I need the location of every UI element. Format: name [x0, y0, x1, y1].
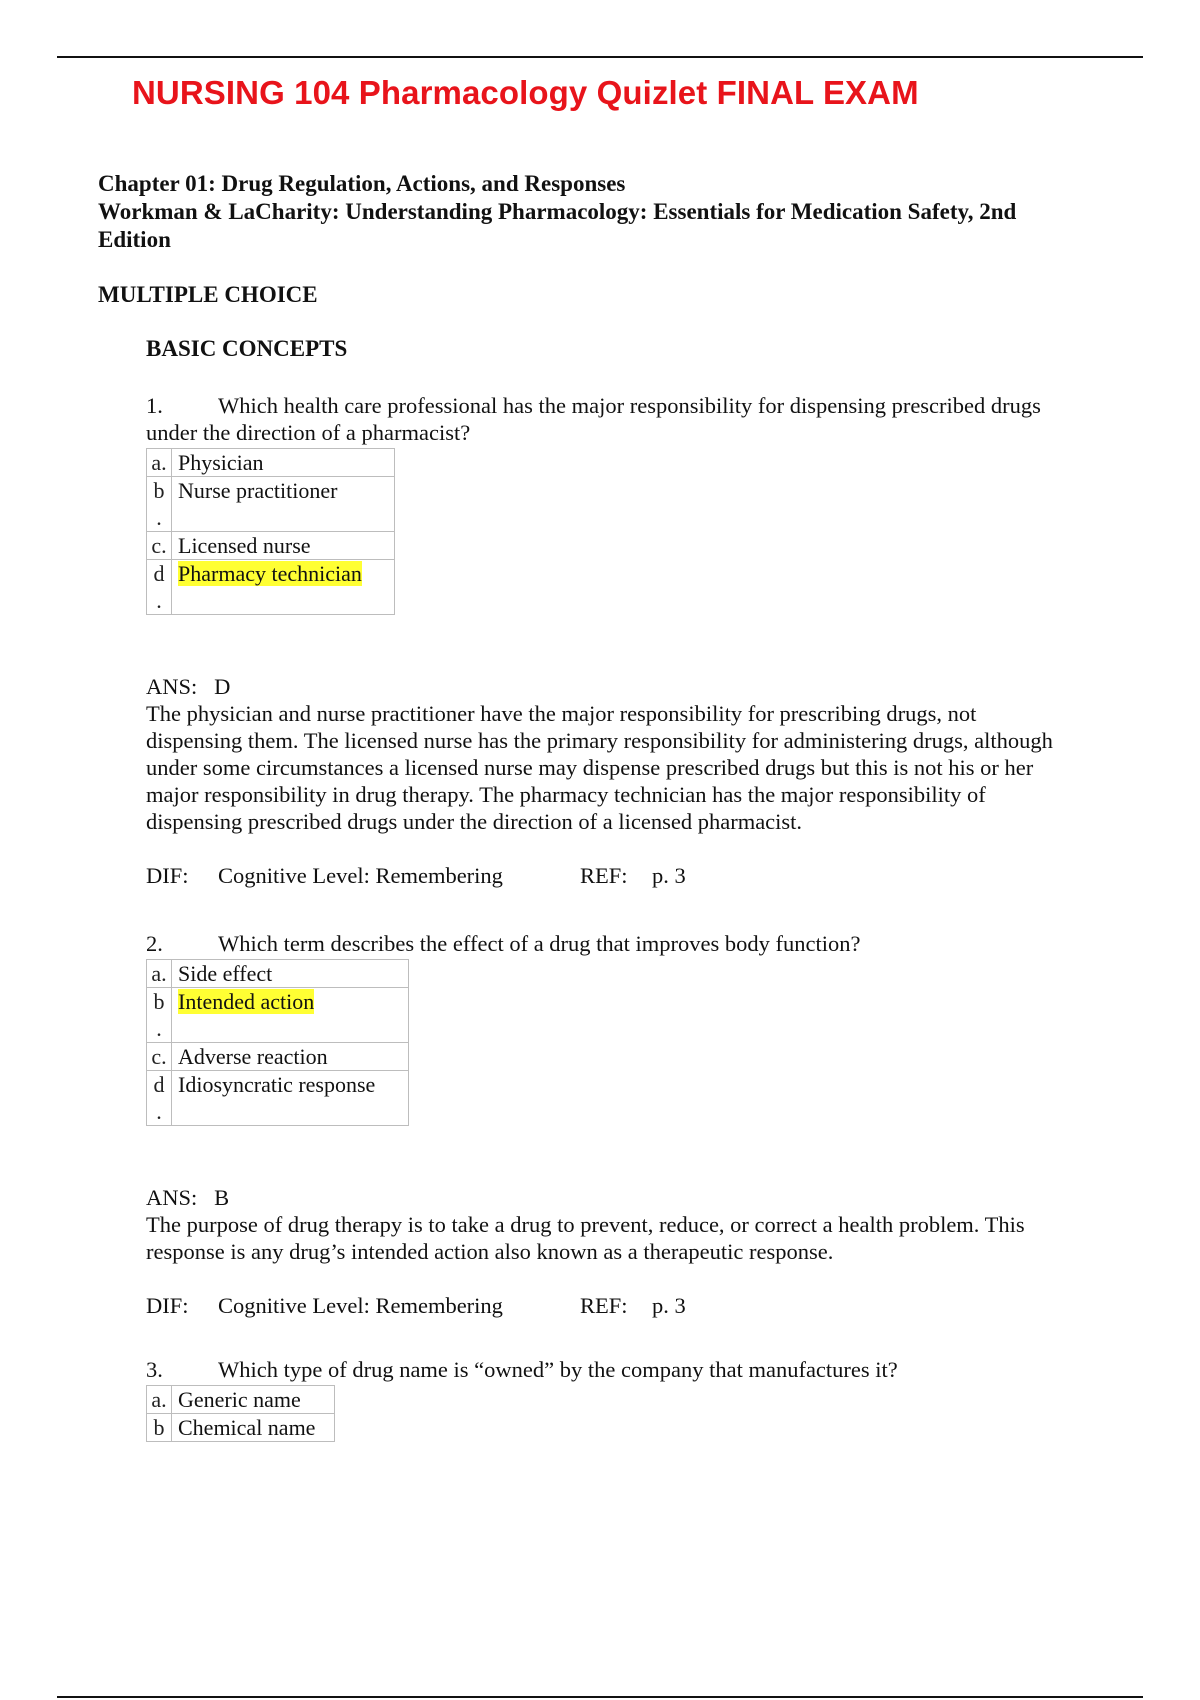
option-row [147, 532, 395, 560]
question-3 [146, 1356, 1046, 1442]
question-stem [146, 930, 1046, 957]
ref-value: p. 3 [652, 1293, 686, 1318]
question-text: Which term describes the effect of a drug that improves body function? [218, 931, 861, 956]
option-text [172, 960, 409, 988]
option-text [172, 1043, 409, 1071]
option-row [147, 560, 395, 615]
option-row [147, 960, 409, 988]
question-stem [146, 392, 1046, 446]
dif-value: Cognitive Level: Remembering [218, 1293, 503, 1318]
dif-value: Cognitive Level: Remembering [218, 863, 503, 888]
answer-rationale: The purpose of drug therapy is to take a drug to prevent, reduce, or correct a health problem. This response is any drug’s intended action also known as a therapeutic response. [146, 1212, 1025, 1264]
option-row [147, 988, 409, 1043]
answer-key: ANS: D [146, 674, 231, 699]
option-label: Licensed nurse [178, 533, 311, 558]
option-text [172, 988, 409, 1043]
options-table [146, 448, 395, 615]
option-letter: b . [147, 988, 172, 1043]
ref-label: REF: [580, 863, 628, 888]
option-letter: a. [147, 449, 172, 477]
option-text [172, 560, 395, 615]
question-number: 3. [146, 1357, 163, 1382]
dif-label: DIF: [146, 863, 189, 888]
difficulty-line [146, 862, 1046, 889]
option-label: Physician [178, 450, 264, 475]
option-text [172, 1414, 335, 1442]
options-table [146, 1385, 335, 1442]
option-letter: a. [147, 960, 172, 988]
top-rule [57, 56, 1143, 58]
option-row [147, 1386, 335, 1414]
options-table [146, 959, 409, 1126]
dif-label: DIF: [146, 1293, 189, 1318]
option-letter: c. [147, 1043, 172, 1071]
correct-option-highlight: Intended action [178, 989, 315, 1014]
bottom-rule [57, 1696, 1143, 1698]
question-2 [146, 930, 1046, 1319]
option-label: Idiosyncratic response [178, 1072, 376, 1097]
subsection-heading: BASIC CONCEPTS [146, 336, 348, 361]
document-title: NURSING 104 Pharmacology Quizlet FINAL EXAM [132, 74, 919, 111]
answer-key: ANS: B [146, 1185, 230, 1210]
option-label: Chemical name [178, 1415, 316, 1440]
option-text [172, 532, 395, 560]
option-row [147, 477, 395, 532]
option-text [172, 1386, 335, 1414]
option-letter: a. [147, 1386, 172, 1414]
option-text [172, 449, 395, 477]
question-number: 1. [146, 393, 163, 418]
book-citation: Workman & LaCharity: Understanding Pharmacology: Essentials for Medication Safety, 2nd Edition [98, 199, 1017, 252]
option-letter: b . [147, 477, 172, 532]
option-label: Generic name [178, 1387, 301, 1412]
question-number: 2. [146, 931, 163, 956]
option-label: Side effect [178, 961, 273, 986]
option-letter: d . [147, 1071, 172, 1126]
answer-rationale: The physician and nurse practitioner have the major responsibility for prescribing drugs, not dispensing them. The licensed nurse has the primary responsibility for administering drugs, although under some circumstances a licensed nurse may dispense prescribed drugs but this is not his or her major responsibility in drug therapy. The pharmacy technician has the major responsibility of dispensing prescribed drugs under the direction of a licensed pharmacist. [146, 701, 1053, 834]
ref-value: p. 3 [652, 863, 686, 888]
question-text: Which health care professional has the major responsibility for dispensing prescribed drugs under the direction of a pharmacist? [146, 393, 1041, 445]
option-letter: b [147, 1414, 172, 1442]
question-text: Which type of drug name is “owned” by the company that manufactures it? [218, 1357, 898, 1382]
option-row [147, 1414, 335, 1442]
option-row [147, 449, 395, 477]
option-row [147, 1043, 409, 1071]
difficulty-line [146, 1292, 1046, 1319]
option-label: Adverse reaction [178, 1044, 328, 1069]
option-row [147, 1071, 409, 1126]
chapter-header [98, 170, 1078, 254]
option-letter: d . [147, 560, 172, 615]
chapter-heading: Chapter 01: Drug Regulation, Actions, and Responses [98, 171, 626, 196]
option-label: Nurse practitioner [178, 478, 338, 503]
option-text [172, 477, 395, 532]
question-stem [146, 1356, 1046, 1383]
ref-label: REF: [580, 1293, 628, 1318]
option-letter: c. [147, 532, 172, 560]
section-heading: MULTIPLE CHOICE [98, 282, 318, 307]
correct-option-highlight: Pharmacy technician [178, 561, 362, 586]
question-1 [146, 392, 1053, 889]
option-text [172, 1071, 409, 1126]
